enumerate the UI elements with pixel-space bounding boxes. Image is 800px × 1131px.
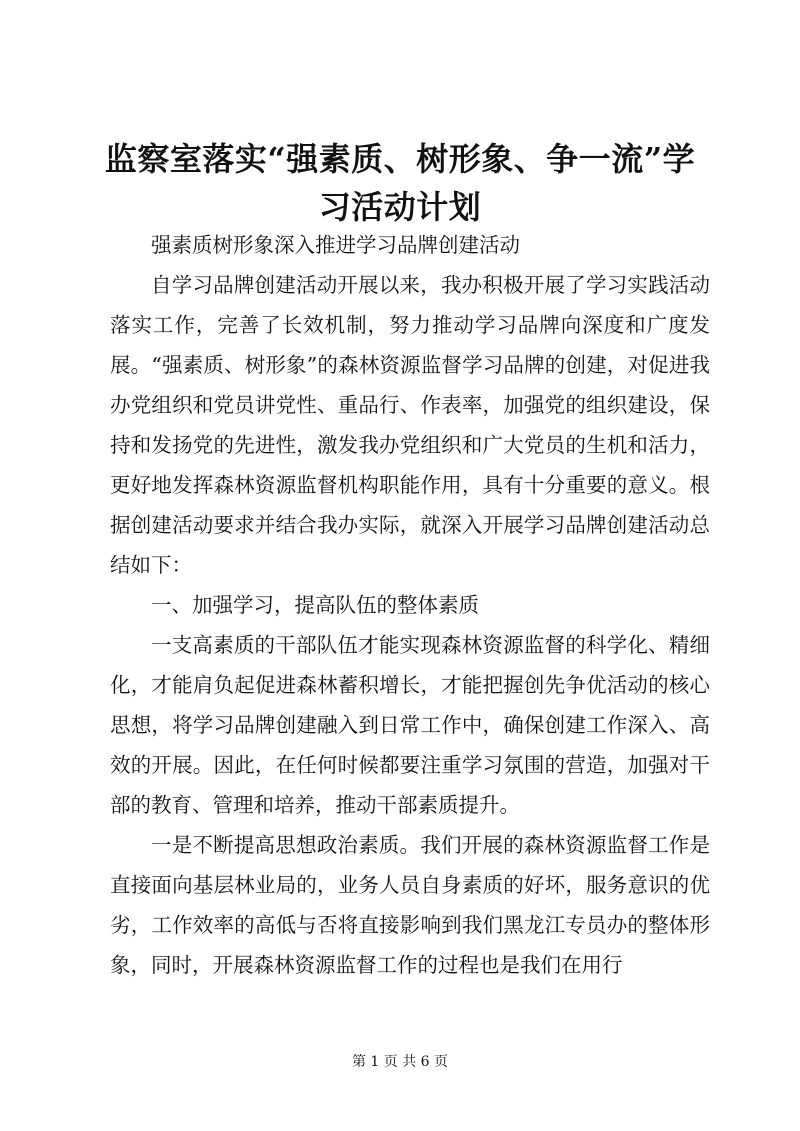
section-heading: 一、加强学习，提高队伍的整体素质 bbox=[151, 593, 479, 617]
document-title: 监察室落实“强素质、树形象、争一流”学习活动计划 bbox=[104, 140, 696, 226]
intro-paragraph: 自学习品牌创建活动开展以来，我办积极开展了学习实践活动落实工作，完善了长效机制，努力推动学习品牌向深度和广度发展。“强素质、树形象”的森林资源监督学习品牌的创建，对促进我办党组织和党员讲党性、重品行、作表率，加强党的组织建设，保持和发扬党的先进性，激发我办党组织和广大党员的生机和活力，更好地发挥森林资源监督机构职能作用，具有十分重要的意义。根据创建活动要求并结合我办实际，就深入开展学习品牌创建活动总结如下： bbox=[110, 273, 710, 577]
document-body bbox=[110, 225, 710, 985]
page-footer: 第 1 页 共 6 页 bbox=[351, 1054, 449, 1070]
body-paragraph: 一是不断提高思想政治素质。我们开展的森林资源监督工作是直接面向基层林业局的，业务人员自身素质的好坏，服务意识的优劣，工作效率的高低与否将直接影响到我们黑龙江专员办的整体形象，同时，开展森林资源监督工作的过程也是我们在用行 bbox=[110, 833, 710, 977]
subtitle-paragraph: 强素质树形象深入推进学习品牌创建活动 bbox=[151, 233, 520, 257]
body-paragraph: 一支高素质的干部队伍才能实现森林资源监督的科学化、精细化，才能肩负起促进森林蓄积增长，才能把握创先争优活动的核心思想，将学习品牌创建融入到日常工作中，确保创建工作深入、高效的开展。因此，在任何时候都要注重学习氛围的营造，加强对干部的教育、管理和培养，推动干部素质提升。 bbox=[110, 633, 710, 817]
